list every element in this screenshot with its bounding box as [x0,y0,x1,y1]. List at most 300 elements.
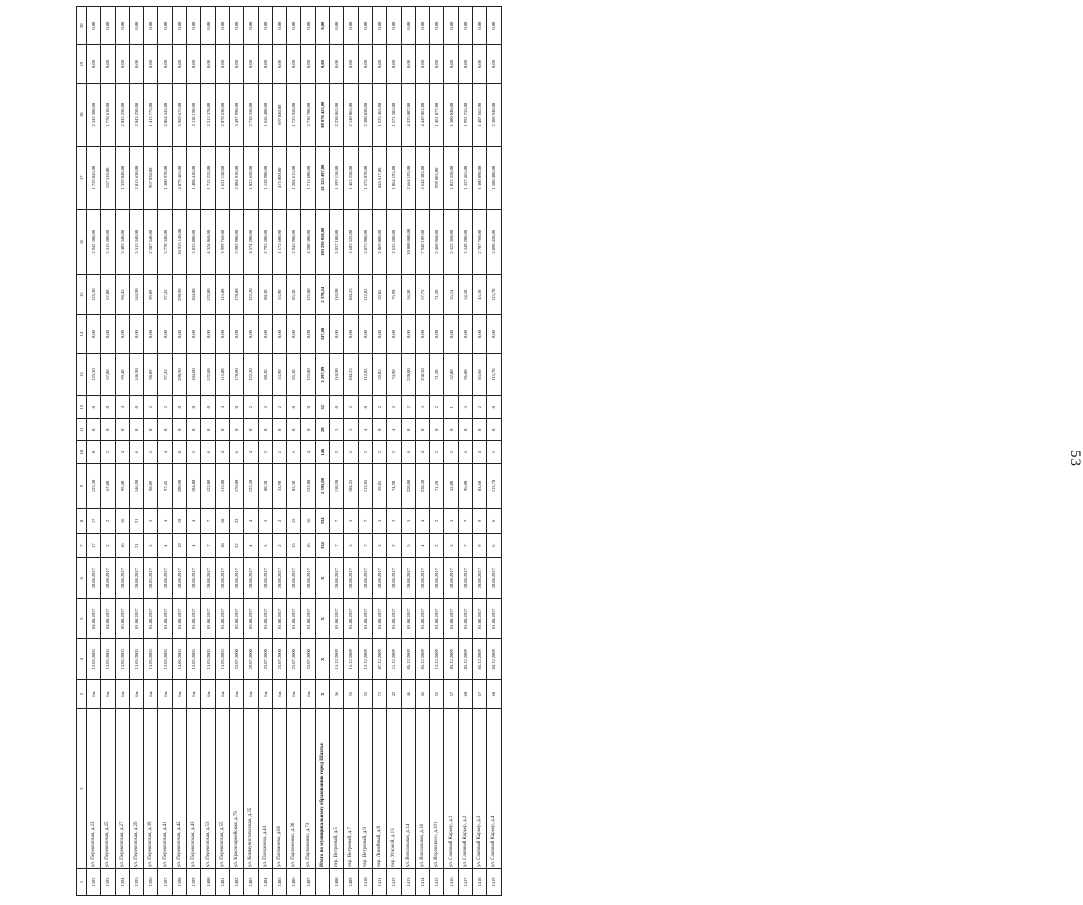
table-cell: 0,00 [301,7,315,45]
table-cell: 104,25 [344,353,358,396]
table-cell: 0 [272,418,286,441]
table-cell: 0,00 [401,45,415,83]
table-cell: 1 300 970,00 [158,146,172,209]
table-cell: 0,00 [129,315,143,353]
table-cell: 1413 [401,869,415,896]
table-cell: 42 [387,679,401,708]
table-cell: 1393 [101,869,115,896]
table-cell: 0,00 [258,7,272,45]
table-cell: 10 953 140,00 [172,209,186,274]
table-cell: 0,00 [215,7,229,45]
table-cell: 4 [401,441,415,464]
table-cell: 0,00 [473,45,487,83]
table-cell: 0,00 [201,7,215,45]
table-cell: 71,20 [430,463,444,508]
column-number-header: 9 [77,463,87,508]
table-cell: 697 840,00 [272,83,286,146]
table-cell: 4 200 300,00 [301,209,315,274]
table-cell: 20.08.2017 [401,558,415,599]
table-cell: 0,00 [229,7,243,45]
table-cell: 0,00 [172,45,186,83]
table-cell: 7 [201,508,215,533]
table-cell: 0 [115,418,129,441]
table-cell: 122,00 [201,463,215,508]
table-cell: 2 [430,396,444,419]
table-cell: 4 [244,533,258,558]
table-cell: 01.08.2017 [215,598,229,639]
table-cell: 0 [458,418,472,441]
table-cell: 71 [372,679,386,708]
column-number-header: 11 [77,418,87,441]
table-cell: 13.03.2003 [144,639,158,680]
table-cell: 3 [458,396,472,419]
table-cell: 67 [473,679,487,708]
table-cell: 01.08.2017 [458,598,472,639]
table-cell: 20.08.2017 [101,558,115,599]
table-cell: 2 238 062,00 [330,83,344,146]
table-cell: 03.12.2009 [458,639,472,680]
table-cell: 20.08.2017 [330,558,344,599]
table-cell: 1 408 410,00 [187,146,201,209]
table-cell: 2 [144,396,158,419]
table-cell: 334 [315,508,329,533]
column-number-header: 14 [77,315,87,353]
table-cell: 13.03.2003 [187,639,201,680]
table-cell: 23.07.2000 [258,639,272,680]
table-cell: 184,00 [187,274,201,315]
table-cell: 0,00 [430,315,444,353]
address-cell: ул. Вокзальная, д.16 [415,709,429,869]
table-cell: 0,00 [315,7,329,45]
table-cell: 1 759 845,00 [87,146,101,209]
table-cell: 05.12.2009 [401,639,415,680]
table-cell: 80,30 [258,353,272,396]
table-cell: 17 [87,508,101,533]
table-cell: X [315,558,329,599]
table-cell: 238,50 [415,463,429,508]
table-cell: 2 [144,533,158,558]
table-cell: 0,00 [229,315,243,353]
table-cell: 4 574 200,00 [244,209,258,274]
table-cell: 0,00 [272,7,286,45]
table-cell: 2 322 360,00 [444,209,458,274]
table-row [187,7,201,896]
table-cell: 2 [144,508,158,533]
column-number-header: 19 [77,45,87,83]
table-cell: 112,05 [358,353,372,396]
table-cell: 0 [287,418,301,441]
table-cell: 347,08 [315,315,329,353]
table-cell: 4 449 063,00 [415,83,429,146]
table-cell: 0,00 [344,45,358,83]
table-cell: 2 942 300,00 [87,209,101,274]
table-cell: 11.12.2009 [387,639,401,680]
table-cell: 2 730 700,00 [301,83,315,146]
table-cell: 0 [301,396,315,419]
table-cell: 0,00 [372,7,386,45]
table-cell: 33,90 [272,463,286,508]
table-cell: 7 [330,508,344,533]
column-number-header: 1 [77,869,87,896]
table-cell: 5 [401,533,415,558]
table-cell: 2 795 300,00 [258,209,272,274]
table-cell: 1419 [487,869,501,896]
table-cell: 97,43 [158,353,172,396]
table-cell: 0,00 [473,315,487,353]
table-cell: 6ж [215,679,229,708]
table-cell: 0 [87,418,101,441]
table-cell: 96,00 [458,353,472,396]
table-cell: 89 076 423,00 [315,83,329,146]
table-cell: 5 969 675,00 [172,83,186,146]
table-cell: 13.12.2009 [430,639,444,680]
table-cell: 0,00 [401,7,415,45]
table-cell: 18 [215,508,229,533]
table-cell: 3 315 300,00 [101,209,115,274]
table-cell: 0,00 [287,7,301,45]
table-cell: 2 [258,396,272,419]
table-cell: 6ж [172,679,186,708]
table-cell: 1 825 650,00 [244,146,258,209]
table-cell: 45 [415,679,429,708]
table-cell: 3 [372,533,386,558]
table-cell: 1398 [172,869,186,896]
table-cell: 55 [358,679,372,708]
table-cell: 1404 [258,869,272,896]
table-cell: 1403 [244,869,258,896]
table-cell: 1414 [415,869,429,896]
table-cell: 2 [372,396,386,419]
table-cell: 17 [87,533,101,558]
table-cell: 0,00 [244,7,258,45]
table-cell: 0,00 [215,315,229,353]
table-cell: 0 [244,418,258,441]
table-cell: 0 [258,418,272,441]
table-cell: 59,85 [372,274,386,315]
table-cell: 0,00 [444,45,458,83]
table-cell: 20.08.2017 [372,558,386,599]
table-cell: 144,90 [129,274,143,315]
table-cell: 113,70 [487,463,501,508]
table-row [229,7,243,896]
table-cell: 557 310,00 [101,146,115,209]
table-cell: 97,43 [158,463,172,508]
table-cell: 2 [330,441,344,464]
table-cell: 7 [330,533,344,558]
table-cell: 74,90 [387,353,401,396]
table-cell: 122,80 [301,353,315,396]
table-cell: 2 [272,508,286,533]
table-cell: 2 460 960,00 [430,209,444,274]
table-cell: 1 172 600,00 [272,209,286,274]
table-cell: 4 [387,418,401,441]
table-cell: 0 [187,418,201,441]
table-cell: 55 [344,679,358,708]
table-cell: 112,05 [358,463,372,508]
table-cell: 9 [473,533,487,558]
table-cell: 1 128 900,00 [258,146,272,209]
table-cell: 2 [101,533,115,558]
table-cell: 4 [115,441,129,464]
table-cell: 3 403 340,00 [115,209,129,274]
table-cell: 1 713 600,00 [301,146,315,209]
table-cell: 04.12.2009 [487,639,501,680]
table-cell: 4 324 060,00 [201,209,215,274]
table-cell: 6ж [258,679,272,708]
address-cell: ул. Перекопская, д.41 [158,709,172,869]
table-cell: 1411 [372,869,386,896]
table-cell: 2 815 630,00 [129,146,143,209]
table-cell: 1416 [444,869,458,896]
table-cell: 01.08.2017 [301,598,315,639]
table-cell: 4 [415,533,429,558]
table-cell: 99,40 [115,353,129,396]
table-cell: 98,09 [144,353,158,396]
table-cell: 0 [101,418,115,441]
table-cell: 20.08.2017 [287,558,301,599]
table-cell: 71,20 [430,353,444,396]
table-cell: 01.08.2017 [258,598,272,639]
address-cell: ул. Славный Карьер, д.3 [473,709,487,869]
table-cell: 6 [229,441,243,464]
table-cell: 0,00 [401,315,415,353]
table-cell: 01.08.2017 [172,598,186,639]
table-cell: 46 [401,679,415,708]
table-cell: 16 [115,508,129,533]
table-cell: 01.08.2017 [330,598,344,639]
table-cell: 6ж [244,679,258,708]
table-cell: 3 875 900,00 [358,209,372,274]
table-cell: 80,30 [258,463,272,508]
table-cell: 2 [358,441,372,464]
table-cell: 20.08.2017 [158,558,172,599]
address-cell: ул. Пархоменко, д.36 [287,709,301,869]
table-cell: 0,00 [129,7,143,45]
table-cell: 16 [301,533,315,558]
table-cell: 0 [473,418,487,441]
table-row [301,7,315,896]
table-cell: 0 [144,418,158,441]
table-cell: 0 [372,418,386,441]
table-cell: 0 [129,418,143,441]
table-cell: 7 940 109,00 [415,209,429,274]
table-cell: 1 991 735,00 [458,83,472,146]
table-cell: 0 [129,396,143,419]
table-cell: 68 [487,679,501,708]
table-cell: 5 902 900,00 [229,209,243,274]
table-cell: 20.08.2017 [387,558,401,599]
table-cell: 01.08.2017 [344,598,358,639]
table-row [144,7,158,896]
table-cell: 0,00 [358,7,372,45]
table-cell: 0 [287,396,301,419]
table-cell: 7 [358,508,372,533]
table-cell: 05.08.2017 [115,598,129,639]
table-cell: 15 [287,533,301,558]
table-cell: 14.06.2003 [172,639,186,680]
table-cell: 115,00 [215,353,229,396]
page-number: 53 [1067,450,1083,467]
table-cell: 13.03.2003 [158,639,172,680]
table-cell: 0,00 [444,315,458,353]
table-cell: 1 022 320,00 [444,146,458,209]
column-number-header: 16 [77,209,87,274]
table-cell: 59,85 [372,463,386,508]
table-cell: 01.08.2017 [372,598,386,639]
table-cell: 54,30 [401,274,415,315]
table-cell: 2 [258,441,272,464]
table-cell: 23.07.2000 [229,639,243,680]
column-number-header: 10 [77,441,87,464]
address-cell: ул. Перекопская, д.43 [187,709,201,869]
table-cell: 0,00 [115,315,129,353]
table-cell: 0,00 [115,7,129,45]
table-cell: 04.08.2017 [87,598,101,639]
table-cell: 0,00 [244,45,258,83]
table-cell: 1412 [387,869,401,896]
table-cell: 0,00 [201,315,215,353]
table-cell: 20.08.2017 [201,558,215,599]
table-cell: 15.12.2009 [344,639,358,680]
table-cell: 1 571 385,00 [387,83,401,146]
table-cell: 0 [358,396,372,419]
table-cell: 20.08.2017 [229,558,243,599]
table-cell: 0,00 [158,7,172,45]
table-cell: 33,90 [272,274,286,315]
table-cell: 0,00 [101,45,115,83]
table-cell: 01.08.2017 [473,598,487,639]
table-cell: 1 359 040,00 [115,146,129,209]
table-cell: 85,30 [287,463,301,508]
table-cell: 2 309 940,00 [487,83,501,146]
table-cell: 13.03.2003 [101,639,115,680]
table-cell: 60 [458,679,472,708]
table-cell: 2 [272,441,286,464]
table-cell: 21 [129,508,143,533]
table-cell: 170,00 [229,274,243,315]
table-cell: 3 890 420,00 [487,209,501,274]
table-cell: X [315,639,329,680]
column-number-header: 2 [77,709,87,869]
address-cell: ул. Перекопская, д.53 [201,709,215,869]
table-cell: 0,00 [272,45,286,83]
table-cell: 1 [444,396,458,419]
table-cell: 0 [415,418,429,441]
table-cell: 2 287 340,00 [144,209,158,274]
table-cell: 0,00 [415,45,429,83]
table-cell: 1 357 465,00 [458,146,472,209]
table-cell: 103 295 050,00 [315,209,329,274]
table-cell: 2 342 300,00 [87,83,101,146]
table-cell: 16 [115,533,129,558]
table-cell: 20.08.2017 [272,558,286,599]
table-cell: 4 [301,441,315,464]
table-cell: 0,00 [372,315,386,353]
table-cell: 1392 [87,869,101,896]
table-cell: 28 [315,418,329,441]
table-cell: 67,00 [101,274,115,315]
table-cell: 1 463 258,00 [344,146,358,209]
table-cell: 03.08.2017 [244,598,258,639]
table-cell: 15.12.2009 [358,639,372,680]
table-cell: 6ж [187,679,201,708]
table-cell: 1418 [473,869,487,896]
rotated-table-container [76,6,538,896]
table-cell: 74,90 [387,463,401,508]
table-cell: 3 [444,533,458,558]
table-cell: 85,30 [287,274,301,315]
table-cell: 115,00 [215,463,229,508]
table-cell: 0 [215,418,229,441]
table-cell: 999 083,00 [430,146,444,209]
table-cell: 4 [187,508,201,533]
table-cell: 0,00 [144,7,158,45]
table-cell: 56 [330,679,344,708]
table-cell: 2 738 550,00 [244,83,258,146]
table-cell: 8 [172,441,186,464]
table-cell: 33,90 [272,353,286,396]
table-cell: 1400 [201,869,215,896]
table-cell: 122,00 [201,353,215,396]
table-cell: 0 [444,418,458,441]
table-cell: 6ж [201,679,215,708]
table-cell: 3 497 990,00 [229,83,243,146]
table-cell: 2 [401,396,415,419]
table-cell: 0,00 [87,315,101,353]
table-cell: 1 778 610,00 [101,83,115,146]
table-cell: 20.08.2017 [172,558,186,599]
table-cell: 0,00 [287,45,301,83]
table-cell: 2 078 630,00 [215,83,229,146]
table-cell: 4 [215,396,229,419]
table-cell: 0,00 [244,315,258,353]
table-cell: 0,00 [458,45,472,83]
table-cell: 7 [458,533,472,558]
table-cell: 20.08.2017 [301,558,315,599]
table-cell: 3 [415,396,429,419]
table-cell: 0,00 [473,7,487,45]
table-cell: 1 415 775,00 [144,83,158,146]
table-cell: 290,90 [172,353,186,396]
table-cell: 110,90 [330,274,344,315]
table-cell: 2 312 378,00 [201,83,215,146]
table-cell: 6ж [115,679,129,708]
table-row [215,7,229,896]
table-cell: 19 [172,533,186,558]
table-cell: 1 575 070,00 [358,146,372,209]
column-number-header: 7 [77,533,87,558]
table-cell: 2 [372,441,386,464]
table-cell: 83,60 [473,353,487,396]
address-cell: ул. Перекопская, д.27 [115,709,129,869]
table-cell: 2 378,24 [315,274,329,315]
table-cell: 01.08.2017 [272,598,286,639]
table-row [158,7,172,896]
table-cell: 6ж [301,679,315,708]
table-cell: 0,00 [115,45,129,83]
column-number-header: 18 [77,83,87,146]
table-cell: 2 [430,508,444,533]
table-cell: 1 223 463,00 [372,83,386,146]
table-cell: 4 [158,533,172,558]
table-cell: 184,00 [187,463,201,508]
table-cell: 35,14 [444,274,458,315]
table-row [172,7,186,896]
address-cell: ул. Перекопская, д.42 [172,709,186,869]
table-cell: 2 707 760,00 [473,209,487,274]
address-cell: ул. Красноармейская, д.79 [229,709,243,869]
table-cell: 6 [129,441,143,464]
